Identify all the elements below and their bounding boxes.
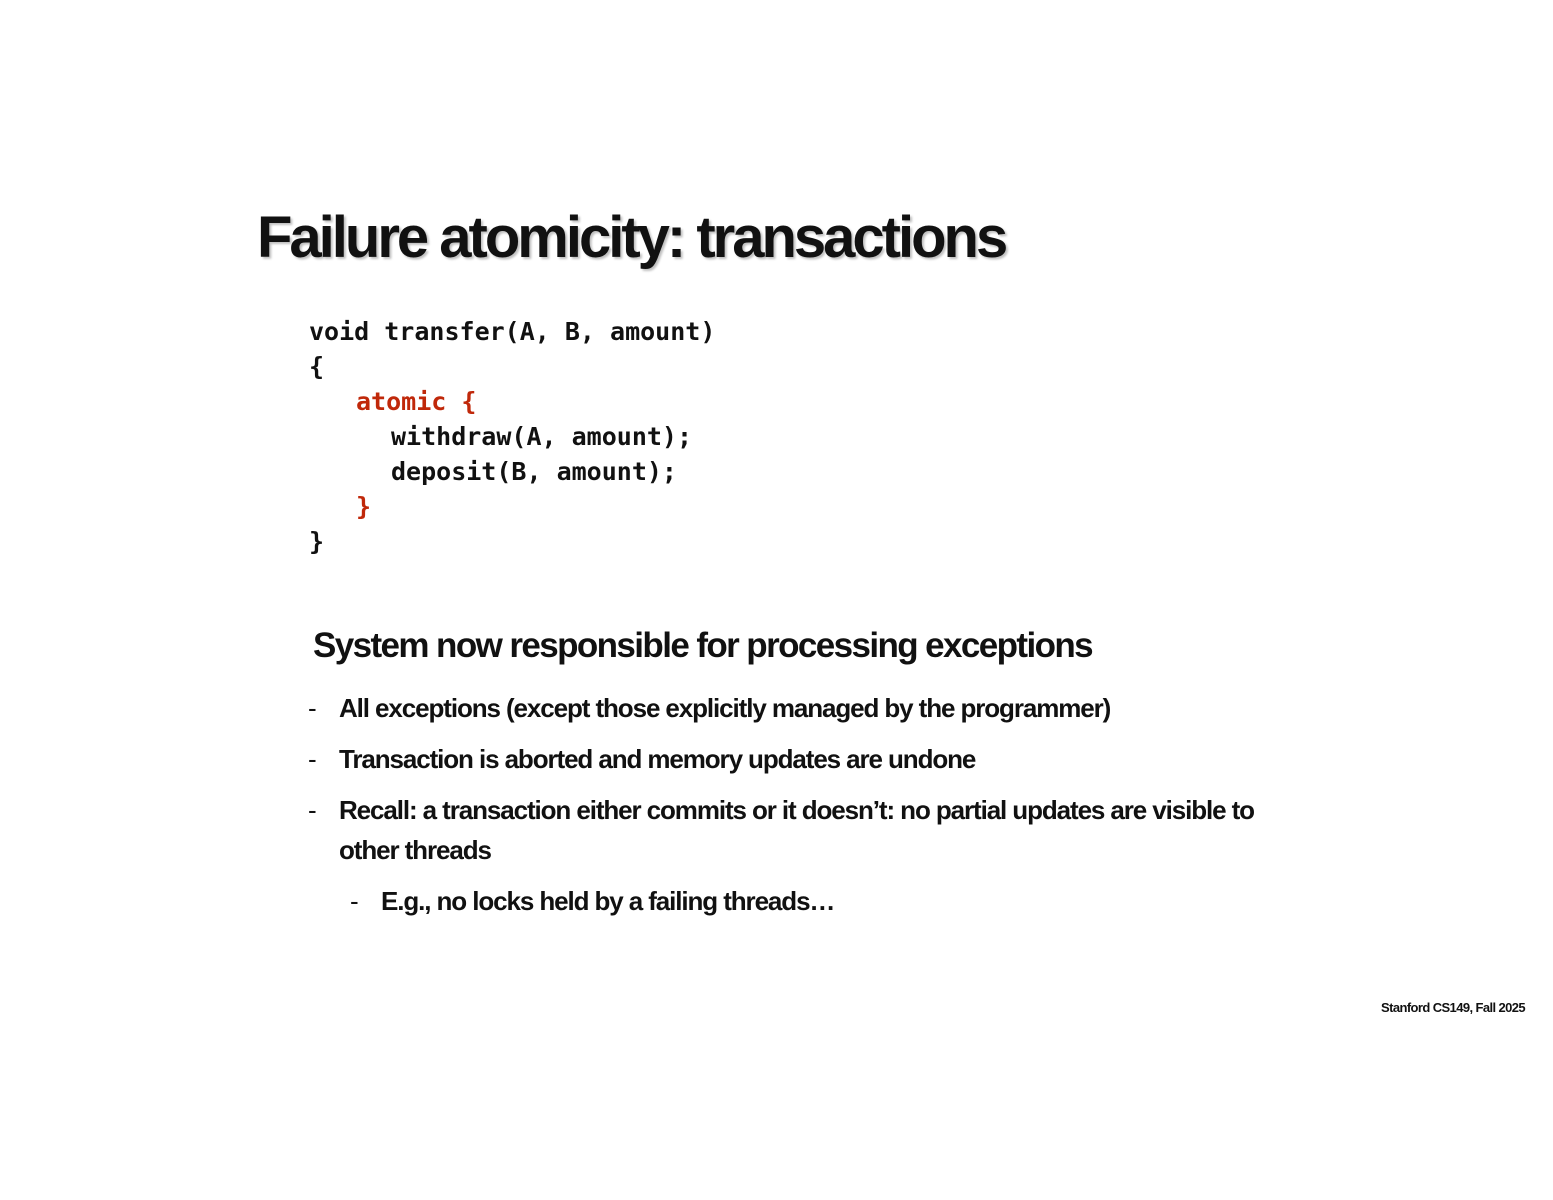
- course-footer: Stanford CS149, Fall 2025: [1381, 1000, 1525, 1015]
- bullet-dash: -: [350, 886, 359, 916]
- slide-title: Failure atomicity: transactions: [257, 205, 1006, 270]
- bullet-text: Recall: a transaction either commits or it doesn’t: no partial updates are visible to other threads: [339, 795, 1254, 865]
- code-line: deposit(B, amount);: [391, 457, 677, 486]
- bullet-text: E.g., no locks held by a failing threads…: [381, 886, 835, 916]
- bullet-dash: -: [308, 795, 317, 825]
- bullet-text: Transaction is aborted and memory updates are undone: [339, 744, 976, 774]
- bullet-text: All exceptions (except those explicitly managed by the programmer): [339, 693, 1111, 723]
- bullet-item: [305, 688, 1265, 728]
- point-heading: System now responsible for processing exceptions: [313, 626, 1092, 665]
- bullet-dash: -: [308, 744, 317, 774]
- code-line-atomic-close: }: [356, 492, 372, 521]
- bullet-item: [305, 790, 1265, 870]
- bullet-list: [305, 688, 1265, 932]
- code-line: withdraw(A, amount);: [391, 422, 693, 451]
- code-line: {: [309, 352, 325, 381]
- bullet-dash: -: [308, 693, 317, 723]
- code-block: [309, 314, 715, 559]
- sub-bullet-item: [347, 881, 1265, 921]
- code-line: void transfer(A, B, amount): [309, 317, 716, 346]
- code-line: }: [309, 527, 325, 556]
- code-line-atomic-open: atomic {: [356, 387, 477, 416]
- bullet-item: [305, 739, 1265, 779]
